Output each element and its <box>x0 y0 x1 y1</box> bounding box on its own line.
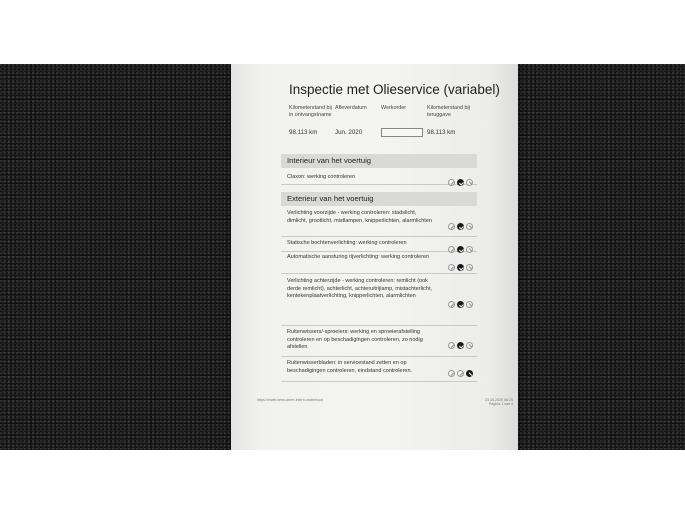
row-text: Claxon: werking controleren <box>287 173 356 180</box>
status-icons <box>446 337 473 355</box>
check-icon <box>457 179 464 186</box>
field-work-order <box>381 105 417 112</box>
inspection-document <box>231 64 518 450</box>
table-row <box>281 252 477 274</box>
footer-page: Pagina 1 van 4 <box>489 402 513 407</box>
table-row <box>281 237 477 252</box>
not-ok-icon <box>448 179 455 186</box>
not-ok-icon <box>448 301 455 308</box>
status-icons <box>446 365 473 383</box>
done-icon <box>466 370 473 377</box>
not-applicable-icon <box>466 179 473 186</box>
status-icons <box>446 218 473 236</box>
not-ok-icon <box>448 264 455 271</box>
status-icons <box>446 296 473 314</box>
document-title: Inspectie met Olieservice (variabel) <box>289 82 500 97</box>
check-icon <box>457 342 464 349</box>
table-row <box>281 274 477 326</box>
work-order-box <box>381 128 423 137</box>
footer-date: 23.34.2020 08:25 <box>485 398 513 402</box>
field-km-return-label: Kilometerstand bij teruggave <box>427 105 470 118</box>
field-delivery-date-label: Afleverdatum <box>335 105 367 111</box>
row-text: Ruitenwissers/-sproeiers: werking en sproeierafstelling controleren en op beschadigingen controleren, zo nodig afstellen <box>287 329 423 351</box>
row-text: Ruitenwisserbladen: in servicestand zetten en op beschadigingen controleren, eindstand controleren. <box>287 360 413 374</box>
field-km-intake-value: 98.113 km <box>289 129 318 136</box>
table-row <box>281 357 477 382</box>
not-applicable-icon <box>466 301 473 308</box>
table-row <box>281 208 477 237</box>
status-icons <box>446 174 473 192</box>
not-ok-icon <box>448 342 455 349</box>
check-icon <box>457 301 464 308</box>
field-km-intake <box>289 105 333 136</box>
section-exterior-header: Exterieur van het voertuig <box>281 192 477 206</box>
footer-page-info <box>477 398 513 407</box>
field-km-return-value: 98.113 km <box>427 129 456 136</box>
not-ok-icon <box>448 223 455 230</box>
row-text: Verlichting achterzijde - werking controleren: remlicht (ook derde remlicht), achterlicht, achteruitrijlamp, mistachterlicht, kentekenplaatverlichting, knipperlichten, alarmlichten <box>287 278 432 300</box>
field-delivery-date <box>335 105 375 136</box>
check-icon <box>457 223 464 230</box>
check-icon <box>457 264 464 271</box>
row-text: Verlichting voorzijde - werking controleren: stadslicht, dimlicht, grootlicht, mistlampen, knipperlichten, alarmlichten <box>287 210 432 224</box>
field-km-return <box>427 105 471 136</box>
not-ok-icon <box>448 370 455 377</box>
row-text: Statische bochtenverlichting: werking controleren <box>287 240 407 246</box>
not-ok-icon <box>457 370 464 377</box>
not-applicable-icon <box>466 223 473 230</box>
field-work-order-label: Werkorder <box>381 105 407 111</box>
footer-url: https://erwin.bmw.ce/en-intern-onderhoud <box>257 398 324 402</box>
field-km-intake-label: Kilometerstand bij in ontvangstname <box>289 105 332 118</box>
not-applicable-icon <box>466 342 473 349</box>
table-row <box>281 170 477 185</box>
photo-background <box>0 64 685 450</box>
section-interior-header: Interieur van het voertuig <box>281 154 477 168</box>
table-row <box>281 326 477 357</box>
field-delivery-date-value: Jun. 2020 <box>335 129 363 136</box>
not-applicable-icon <box>466 264 473 271</box>
row-text: Automatische aansturing rijverlichting: werking controleren <box>287 254 430 260</box>
